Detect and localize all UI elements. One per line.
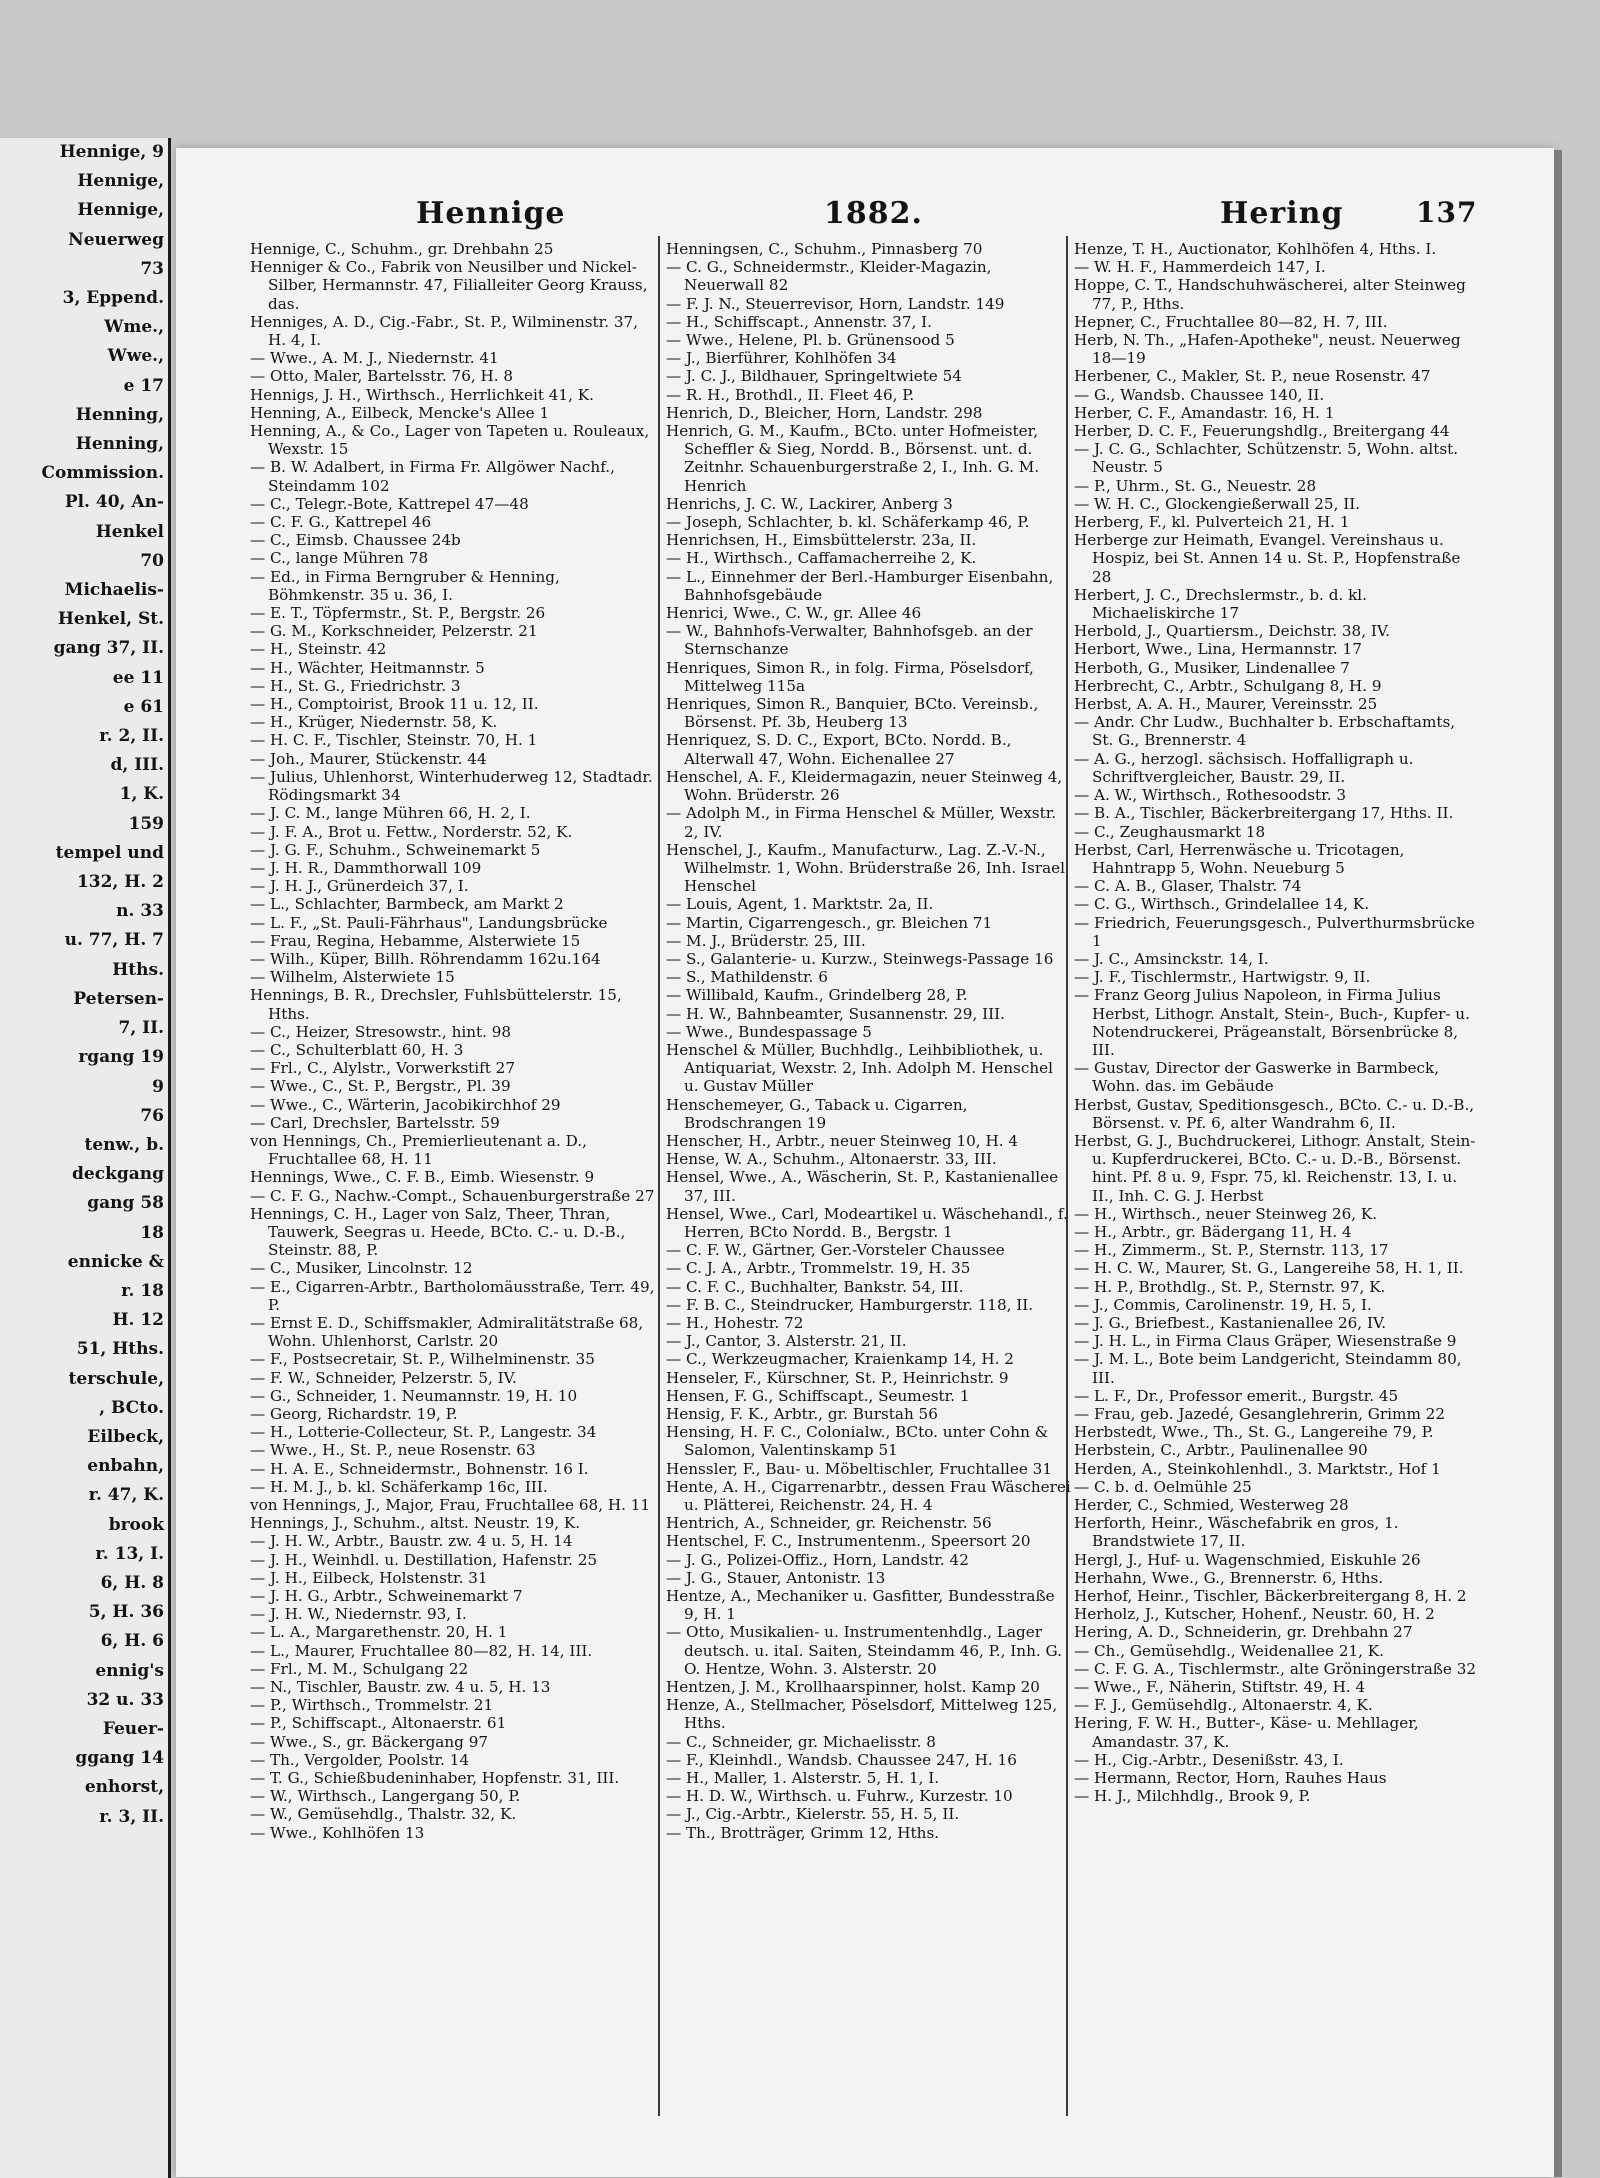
directory-entry: — H., Krüger, Niedernstr. 58, K. xyxy=(250,713,498,732)
prev-page-line: Michaelis- xyxy=(64,580,164,601)
directory-entry: — Wwe., S., gr. Bäckergang 97 xyxy=(250,1732,489,1751)
directory-entry: — Carl, Drechsler, Bartelsstr. 59 xyxy=(250,1113,500,1132)
prev-page-line: , BCto. xyxy=(99,1397,164,1418)
prev-page-line: Eilbeck, xyxy=(87,1426,164,1447)
directory-entry: Herbert, J. C., Drechslermstr., b. d. kl. Michaeliskirche 17 xyxy=(1074,585,1367,623)
directory-entry: Henscher, H., Arbtr., neuer Steinweg 10, H. 4 xyxy=(666,1131,1019,1150)
directory-entry: Henriques, Simon R., Banquier, BCto. Vereinsb., Börsenst. Pf. 3b, Heuberg 13 xyxy=(666,695,1039,732)
directory-entry: — Frau, geb. Jazedé, Gesanglehrerin, Grimm 22 xyxy=(1074,1405,1445,1423)
directory-entry: — B. A., Tischler, Bäckerbreitergang 17, Hths. II. xyxy=(1074,804,1454,823)
directory-entry: — H. W., Bahnbeamter, Susannenstr. 29, III. xyxy=(666,1004,1005,1023)
directory-entry: — C. A. B., Glaser, Thalstr. 74 xyxy=(1074,877,1302,896)
directory-entry: — J. M. L., Bote beim Landgericht, Steindamm 80, III. xyxy=(1074,1350,1462,1387)
directory-entry: — J. H. L., in Firma Claus Gräper, Wiesenstraße 9 xyxy=(1074,1332,1457,1351)
prev-page-line: Hths. xyxy=(112,959,164,980)
directory-entry: — H., Lotterie-Collecteur, St. P., Langestr. 34 xyxy=(250,1423,597,1442)
directory-entry: Henschemeyer, G., Taback u. Cigarren, Brodschrangen 19 xyxy=(666,1095,968,1132)
directory-entry: Herbstedt, Wwe., Th., St. G., Langereihe 79, P. xyxy=(1074,1423,1434,1442)
directory-entry: Henrich, G. M., Kaufm., BCto. unter Hofmeister, Scheffler & Sieg, Nordd. B., Börsenst. unt. d. Zeitnhr. Schauenburgerstraße 2, I., Inh. G. M. Henrich xyxy=(666,422,1040,495)
directory-entry: — H. C. W., Maurer, St. G., Langereihe 58, H. 1, II. xyxy=(1074,1259,1464,1278)
directory-entry: — Ch., Gemüsehdlg., Weidenallee 21, K. xyxy=(1074,1641,1384,1660)
directory-entry: — J., Commis, Carolinenstr. 19, H. 5, I. xyxy=(1074,1295,1372,1314)
directory-entry: — Th., Vergolder, Poolstr. 14 xyxy=(250,1750,470,1769)
directory-entry: — H. P., Brothdlg., St. P., Sternstr. 97, K. xyxy=(1074,1277,1386,1296)
directory-entry: Henschel, J., Kaufm., Manufacturw., Lag. Z.-V.-N., Wilhelmstr. 1, Wohn. Brüderstraße 26, Inh. Israel Henschel xyxy=(666,840,1065,896)
directory-entry: Herhof, Heinr., Tischler, Bäckerbreitergang 8, H. 2 xyxy=(1074,1587,1467,1606)
directory-entry: Herhahn, Wwe., G., Brennerstr. 6, Hths. xyxy=(1074,1568,1384,1587)
directory-entry: — P., Wirthsch., Trommelstr. 21 xyxy=(250,1696,494,1715)
prev-page-line: Commission. xyxy=(41,463,164,484)
prev-page-line: Henkel xyxy=(95,521,164,542)
directory-entry: — J. C., Amsinckstr. 14, I. xyxy=(1074,949,1269,968)
directory-entry: — C. G., Schneidermstr., Kleider-Magazin, Neuerwall 82 xyxy=(666,258,992,295)
directory-entry: — H., Comptoirist, Brook 11 u. 12, II. xyxy=(250,695,539,714)
directory-entry: Herholz, J., Kutscher, Hohenf., Neustr. 60, H. 2 xyxy=(1074,1605,1435,1624)
directory-entry: — H., Wirthsch., Caffamacherreihe 2, K. xyxy=(666,549,977,568)
directory-entry: — Willibald, Kaufm., Grindelberg 28, P. xyxy=(666,986,968,1005)
prev-page-line: n. 33 xyxy=(116,901,164,922)
directory-entry: — G., Wandsb. Chaussee 140, II. xyxy=(1074,385,1325,404)
directory-entry: — H., Zimmerm., St. P., Sternstr. 113, 17 xyxy=(1074,1241,1389,1260)
directory-entry: — H. M. J., b. kl. Schäferkamp 16c, III. xyxy=(250,1477,548,1496)
directory-entry: — C. F. W., Gärtner, Ger.-Vorsteler Chaussee xyxy=(666,1241,1005,1260)
directory-entry: — H. J., Milchhdlg., Brook 9, P. xyxy=(1074,1787,1311,1806)
directory-entry: — H. D. W., Wirthsch. u. Fuhrw., Kurzestr. 10 xyxy=(666,1787,1013,1806)
prev-page-line: 132, H. 2 xyxy=(76,872,164,893)
directory-entry: Hensel, Wwe., A., Wäscherin, St. P., Kastanienallee 37, III. xyxy=(666,1168,1059,1205)
directory-entry: Herbst, G. J., Buchdruckerei, Lithogr. Anstalt, Stein- u. Kupferdruckerei, BCto. C.- u. D.-B., Börsenst. hint. Pf. 8 u. 9, Fspr. 75, kl. Reichenstr. 13, I. u. II., Inh. C. G. J. Herbst xyxy=(1074,1131,1476,1205)
directory-entry: — C., Schneider, gr. Michaelisstr. 8 xyxy=(666,1732,936,1751)
page-edge-shadow xyxy=(1554,150,1562,2177)
directory-entry: — H., Arbtr., gr. Bädergang 11, H. 4 xyxy=(1074,1222,1352,1241)
directory-entry: — C. F. G., Nachw.-Compt., Schauenburgerstraße 27 xyxy=(250,1186,655,1205)
directory-entry: — Martin, Cigarrengesch., gr. Bleichen 71 xyxy=(666,913,993,932)
prev-page-line: 70 xyxy=(140,550,164,571)
directory-entry: — F. B. C., Steindrucker, Hamburgerstr. 118, II. xyxy=(666,1295,1034,1314)
directory-entry: — Gustav, Director der Gaswerke in Barmbeck, Wohn. das. im Gebäude xyxy=(1074,1059,1440,1096)
directory-entry: Hering, A. D., Schneiderin, gr. Drehbahn 27 xyxy=(1074,1623,1413,1642)
directory-entry: — L. A., Margarethenstr. 20, H. 1 xyxy=(250,1623,508,1642)
directory-entry: Hensig, F. K., Arbtr., gr. Burstah 56 xyxy=(666,1405,938,1423)
prev-page-line: gang 37, II. xyxy=(53,638,164,659)
prev-page-line: 18 xyxy=(140,1222,164,1243)
directory-entry: Henze, T. H., Auctionator, Kohlhöfen 4, Hths. I. xyxy=(1074,240,1437,258)
directory-entry: Hentze, A., Mechaniker u. Gasfitter, Bundesstraße 9, H. 1 xyxy=(666,1587,1055,1624)
prev-page-line: u. 77, H. 7 xyxy=(64,930,164,951)
prev-page-line: d, III. xyxy=(110,755,164,776)
prev-page-line: Hennige, 9 xyxy=(59,142,164,162)
directory-entry: — W., Bahnhofs-Verwalter, Bahnhofsgeb. an der Sternschanze xyxy=(666,622,1033,659)
directory-entry: — J. C. G., Schlachter, Schützenstr. 5, Wohn. altst. Neustr. 5 xyxy=(1074,440,1459,477)
directory-entry: — Friedrich, Feuerungsgesch., Pulverthurmsbrücke 1 xyxy=(1074,913,1475,950)
prev-page-line: Henning, xyxy=(75,404,164,425)
directory-entry: Herber, C. F., Amandastr. 16, H. 1 xyxy=(1074,403,1335,422)
directory-entry: Hensing, H. F. C., Colonialw., BCto. unter Cohn & Salomon, Valentinskamp 51 xyxy=(666,1423,1049,1460)
prev-page-line: brook xyxy=(108,1514,164,1535)
directory-entry: Hentrich, A., Schneider, gr. Reichenstr. 56 xyxy=(666,1514,992,1533)
directory-entry: Herbrecht, C., Arbtr., Schulgang 8, H. 9 xyxy=(1074,676,1382,695)
prev-page-line: 76 xyxy=(140,1105,164,1126)
page-header xyxy=(176,196,1554,246)
prev-page-line: r. 3, II. xyxy=(99,1806,164,1827)
prev-page-line: ennicke & xyxy=(67,1251,164,1272)
directory-entry: — H., Hohestr. 72 xyxy=(666,1313,804,1332)
prev-page-line: ennig's xyxy=(95,1660,164,1681)
directory-entry: — Frl., M. M., Schulgang 22 xyxy=(250,1659,469,1678)
directory-entry: Hennigs, J. H., Wirthsch., Herrlichkeit 41, K. xyxy=(250,385,594,404)
prev-page-line: Wwe., xyxy=(107,346,164,367)
prev-page-line: tenw., b. xyxy=(84,1134,164,1155)
directory-entry: — Wwe., F., Näherin, Stiftstr. 49, H. 4 xyxy=(1074,1678,1366,1697)
directory-entry: — G. M., Korkschneider, Pelzerstr. 21 xyxy=(250,622,538,641)
prev-page-line: 51, Hths. xyxy=(76,1339,164,1360)
prev-page-line: 32 u. 33 xyxy=(86,1689,164,1710)
directory-entry: — F. W., Schneider, Pelzerstr. 5, IV. xyxy=(250,1368,517,1387)
directory-entry: — J. H. W., Niedernstr. 93, I. xyxy=(250,1605,467,1624)
directory-entry: Henrici, Wwe., C. W., gr. Allee 46 xyxy=(666,604,922,623)
directory-entry: — J. H. G., Arbtr., Schweinemarkt 7 xyxy=(250,1587,523,1606)
directory-entry: — W. H. C., Glockengießerwall 25, II. xyxy=(1074,494,1361,513)
directory-entry: — W., Wirthsch., Langergang 50, P. xyxy=(250,1787,521,1806)
directory-entry: — H. A. E., Schneidermstr., Bohnenstr. 16 I. xyxy=(250,1459,589,1478)
directory-entry: — Joh., Maurer, Stückenstr. 44 xyxy=(250,749,487,768)
directory-entry: — J. H. J., Grünerdeich 37, I. xyxy=(250,877,469,896)
directory-entry: — E., Cigarren-Arbtr., Bartholomäusstraße, Terr. 49, P. xyxy=(250,1277,655,1314)
directory-entry: — L. F., Dr., Professor emerit., Burgstr. 45 xyxy=(1074,1386,1399,1405)
directory-entry: — Wwe., C., Wärterin, Jacobikirchhof 29 xyxy=(250,1095,561,1114)
directory-entry: — Wwe., Helene, Pl. b. Grünensood 5 xyxy=(666,331,955,350)
directory-entry: — J. C. J., Bildhauer, Springeltwiete 54 xyxy=(666,367,962,386)
directory-entry: Henning, A., & Co., Lager von Tapeten u. Rouleaux, Wexstr. 15 xyxy=(250,422,650,459)
directory-entry: Herforth, Heinr., Wäschefabrik en gros, 1. Brandstwiete 17, II. xyxy=(1074,1514,1399,1551)
directory-entry: — Otto, Maler, Bartelsstr. 76, H. 8 xyxy=(250,367,514,386)
directory-entry: — Louis, Agent, 1. Marktstr. 2a, II. xyxy=(666,895,934,914)
directory-entry: — Otto, Musikalien- u. Instrumentenhdlg., Lager deutsch. u. ital. Saiten, Steindamm 46, P., Inh. G. O. Hentze, Wohn. 3. Alsterstr. 20 xyxy=(666,1623,1062,1678)
previous-page-fragment xyxy=(0,138,171,2178)
prev-page-line: terschule, xyxy=(68,1368,164,1389)
directory-entry: — F., Kleinhdl., Wandsb. Chaussee 247, H. 16 xyxy=(666,1750,1017,1769)
directory-entry: — Frau, Regina, Hebamme, Alsterwiete 15 xyxy=(250,931,581,950)
directory-entry: Hensen, F. G., Schiffscapt., Seumestr. 1 xyxy=(666,1386,970,1405)
directory-entry: — M. J., Brüderstr. 25, III. xyxy=(666,931,866,950)
directory-entry: Hennige, C., Schuhm., gr. Drehbahn 25 xyxy=(250,240,554,258)
directory-entry: Hepner, C., Fruchtallee 80—82, H. 7, III. xyxy=(1074,312,1388,331)
prev-page-line: rgang 19 xyxy=(78,1047,164,1068)
directory-entry: — F. J., Gemüsehdlg., Altonaerstr. 4, K. xyxy=(1074,1696,1373,1715)
directory-entry: — Andr. Chr Ludw., Buchhalter b. Erbschaftamts, St. G., Brennerstr. 4 xyxy=(1074,713,1456,750)
page-number: 137 xyxy=(1416,196,1478,229)
prev-page-line: e 17 xyxy=(123,375,164,396)
directory-entry: — C., Zeughausmarkt 18 xyxy=(1074,822,1266,841)
directory-entry: — W. H. F., Hammerdeich 147, I. xyxy=(1074,258,1326,277)
column-middle xyxy=(666,240,1071,1842)
directory-entry: — J. G., Stauer, Antonistr. 13 xyxy=(666,1568,886,1587)
directory-entry: — C., Telegr.-Bote, Kattrepel 47—48 xyxy=(250,494,529,513)
directory-entry: — Frl., C., Alylstr., Vorwerkstift 27 xyxy=(250,1059,516,1078)
directory-entry: Hoppe, C. T., Handschuhwäscherei, alter Steinweg 77, P., Hths. xyxy=(1074,276,1466,313)
directory-entry: — H., Wächter, Heitmannstr. 5 xyxy=(250,658,485,677)
directory-entry: — Wwe., Kohlhöfen 13 xyxy=(250,1823,425,1842)
directory-entry: — C. F. G. A., Tischlermstr., alte Gröningerstraße 32 xyxy=(1074,1659,1477,1678)
directory-entry: Hennings, Wwe., C. F. B., Eimb. Wiesenstr. 9 xyxy=(250,1168,595,1187)
header-year: 1882. xyxy=(824,196,923,231)
directory-entry: — Franz Georg Julius Napoleon, in Firma Julius Herbst, Lithogr. Anstalt, Stein-, Buch-, Kupfer- u. Notendruckerei, Prägeanstalt, Börsenbrücke 8, III. xyxy=(1074,986,1470,1059)
prev-page-line: e 61 xyxy=(123,696,164,717)
column-left xyxy=(250,240,655,1842)
directory-entry: — J., Cig.-Arbtr., Kielerstr. 55, H. 5, II. xyxy=(666,1805,960,1824)
directory-entry: Henseler, F., Kürschner, St. P., Heinrichstr. 9 xyxy=(666,1368,1009,1387)
directory-entry: von Hennings, Ch., Premierlieutenant a. D., Fruchtallee 68, H. 11 xyxy=(250,1131,587,1169)
directory-entry: Herbst, Gustav, Speditionsgesch., BCto. C.- u. D.-B., Börsenst. v. Pf. 6, alter Wandrahm 6, II. xyxy=(1074,1095,1475,1132)
directory-entry: Henningsen, C., Schuhm., Pinnasberg 70 xyxy=(666,240,983,258)
directory-entry: — G., Schneider, 1. Neumannstr. 19, H. 10 xyxy=(250,1386,578,1405)
directory-entry: — Wwe., C., St. P., Bergstr., Pl. 39 xyxy=(250,1077,511,1096)
directory-entry: Hennings, B. R., Drechsler, Fuhlsbüttelerstr. 15, Hths. xyxy=(250,986,622,1023)
prev-page-line: ggang 14 xyxy=(75,1748,164,1769)
prev-page-line: 3, Eppend. xyxy=(62,288,164,309)
directory-entry: Herber, D. C. F., Feuerungshdlg., Breitergang 44 xyxy=(1074,422,1450,441)
prev-page-line: gang 58 xyxy=(87,1193,164,1214)
directory-entry: — J. G., Briefbest., Kastanienallee 26, IV. xyxy=(1074,1313,1387,1332)
prev-page-line: 5, H. 36 xyxy=(88,1602,164,1623)
directory-entry: — C., Werkzeugmacher, Kraienkamp 14, H. 2 xyxy=(666,1350,1014,1369)
directory-entry: — Wwe., Bundespassage 5 xyxy=(666,1022,872,1041)
prev-page-line: Henning, xyxy=(75,434,164,455)
directory-entry: — F. J. N., Steuerrevisor, Horn, Landstr. 149 xyxy=(666,294,1005,313)
directory-entry: — J. H. W., Arbtr., Baustr. zw. 4 u. 5, H. 14 xyxy=(250,1532,573,1551)
directory-entry: — Hermann, Rector, Horn, Rauhes Haus xyxy=(1074,1769,1387,1788)
directory-entry: Henze, A., Stellmacher, Pöselsdorf, Mittelweg 125, Hths. xyxy=(666,1696,1058,1733)
prev-page-line: deckgang xyxy=(72,1164,164,1185)
directory-entry: — S., Galanterie- u. Kurzw., Steinwegs-Passage 16 xyxy=(666,949,1054,968)
directory-entry: Hering, F. W. H., Butter-, Käse- u. Mehllager, Amandastr. 37, K. xyxy=(1074,1714,1419,1751)
directory-entry: — J. F., Tischlermstr., Hartwigstr. 9, II. xyxy=(1074,968,1371,987)
directory-entry: — H., Schiffscapt., Annenstr. 37, I. xyxy=(666,312,932,331)
directory-entry: — C., lange Mühren 78 xyxy=(250,549,429,568)
directory-entry: Hensel, Wwe., Carl, Modeartikel u. Wäschehandl., f. Herren, BCto Nordd. B., Bergstr. 1 xyxy=(666,1204,1068,1241)
prev-page-line: 73 xyxy=(140,258,164,279)
prev-page-line: Petersen- xyxy=(73,988,164,1009)
directory-entry: — Th., Brotträger, Grimm 12, Hths. xyxy=(666,1823,940,1842)
prev-page-line: 7, II. xyxy=(118,1018,164,1039)
directory-entry: Herder, C., Schmied, Westerweg 28 xyxy=(1074,1496,1349,1515)
directory-entry: Henniger & Co., Fabrik von Neusilber und Nickel-Silber, Hermannstr. 47, Filialleiter Georg Krauss, das. xyxy=(250,258,648,313)
directory-entry: Henrichs, J. C. W., Lackirer, Anberg 3 xyxy=(666,494,953,513)
directory-entry: Hennings, C. H., Lager von Salz, Theer, Thran, Tauwerk, Seegras u. Heede, BCto. C.- u. D.-B., Steinstr. 88, P. xyxy=(250,1204,626,1260)
directory-entry: — W., Gemüsehdlg., Thalstr. 32, K. xyxy=(250,1805,517,1824)
directory-entry: Herbst, A. A. H., Maurer, Vereinsstr. 25 xyxy=(1074,695,1378,714)
directory-entry: Henniges, A. D., Cig.-Fabr., St. P., Wilminenstr. 37, H. 4, I. xyxy=(250,312,639,350)
directory-entry: — L., Einnehmer der Berl.-Hamburger Eisenbahn, Bahnhofsgebäude xyxy=(666,567,1054,604)
directory-entry: — Wilhelm, Alsterwiete 15 xyxy=(250,968,455,987)
prev-page-line: 159 xyxy=(128,813,164,834)
directory-entry: — L. F., „St. Pauli-Fährhaus", Landungsbrücke xyxy=(250,913,608,932)
directory-entry: — J. C. M., lange Mühren 66, H. 2, I. xyxy=(250,804,531,823)
directory-entry: — J. G., Polizei-Offiz., Horn, Landstr. 42 xyxy=(666,1550,969,1569)
directory-entry: — J. H. R., Dammthorwall 109 xyxy=(250,858,482,877)
directory-entry: Henschel, A. F., Kleidermagazin, neuer Steinweg 4, Wohn. Brüderstr. 26 xyxy=(666,767,1063,805)
directory-entry: — J. F. A., Brot u. Fettw., Norderstr. 52, K. xyxy=(250,822,573,841)
directory-entry: — Wilh., Küper, Billh. Röhrendamm 162u.164 xyxy=(250,949,601,968)
header-right-keyword: Hering xyxy=(1220,196,1344,231)
prev-page-line: enbahn, xyxy=(87,1456,164,1477)
prev-page-line: 6, H. 6 xyxy=(100,1631,164,1652)
prev-page-line: Pl. 40, An- xyxy=(64,492,164,513)
prev-page-line: r. 47, K. xyxy=(88,1485,164,1506)
directory-entry: — C., Heizer, Stresowstr., hint. 98 xyxy=(250,1022,512,1041)
directory-entry: — J., Bierführer, Kohlhöfen 34 xyxy=(666,349,897,368)
prev-page-line: tempel und xyxy=(55,842,164,863)
directory-entry: — F., Postsecretair, St. P., Wilhelminenstr. 35 xyxy=(250,1350,595,1369)
prev-page-line: r. 18 xyxy=(121,1280,164,1301)
prev-page-line: 1, K. xyxy=(119,784,164,805)
directory-entry: Herbstein, C., Arbtr., Paulinenallee 90 xyxy=(1074,1441,1368,1460)
directory-entry: — C. G., Wirthsch., Grindelallee 14, K. xyxy=(1074,895,1370,914)
directory-entry: — H., Cig.-Arbtr., Desenißstr. 43, I. xyxy=(1074,1750,1344,1769)
prev-page-line: Neuerweg xyxy=(68,229,164,250)
prev-page-line: Feuer- xyxy=(102,1718,164,1739)
prev-page-line: Hennige, xyxy=(77,200,164,221)
directory-entry: — L., Maurer, Fruchtallee 80—82, H. 14, III. xyxy=(250,1641,593,1660)
header-left-keyword: Hennige xyxy=(416,196,566,231)
directory-entry: Herbst, Carl, Herrenwäsche u. Tricotagen, Hahntrapp 5, Wohn. Neueburg 5 xyxy=(1074,840,1405,877)
directory-entry: Henning, A., Eilbeck, Mencke's Allee 1 xyxy=(250,403,550,422)
prev-page-line: enhorst, xyxy=(84,1777,164,1798)
directory-entry: — Julius, Uhlenhorst, Winterhuderweg 12, Stadtadr. Rödingsmarkt 34 xyxy=(250,767,653,805)
directory-entry: — Joseph, Schlachter, b. kl. Schäferkamp 46, P. xyxy=(666,513,1030,532)
directory-entry: — N., Tischler, Baustr. zw. 4 u. 5, H. 13 xyxy=(250,1678,551,1697)
directory-entry: — J. H., Eilbeck, Holstenstr. 31 xyxy=(250,1568,488,1587)
directory-entry: — Georg, Richardstr. 19, P. xyxy=(250,1405,458,1423)
directory-entry: — A. G., herzogl. sächsisch. Hoffalligraph u. Schriftvergleicher, Baustr. 29, II. xyxy=(1074,749,1414,786)
directory-entry: Herden, A., Steinkohlenhdl., 3. Marktstr., Hof 1 xyxy=(1074,1459,1441,1478)
directory-entry: Herberge zur Heimath, Evangel. Vereinshaus u. Hospiz, bei St. Annen 14 u. St. P., Hopfenstraße 28 xyxy=(1074,531,1461,586)
directory-entry: — S., Mathildenstr. 6 xyxy=(666,968,828,987)
directory-entry: — C. F. C., Buchhalter, Bankstr. 54, III. xyxy=(666,1277,964,1296)
directory-entry: — C. J. A., Arbtr., Trommelstr. 19, H. 35 xyxy=(666,1259,971,1278)
directory-entry: — P., Uhrm., St. G., Neuestr. 28 xyxy=(1074,476,1317,495)
directory-entry: — R. H., Brothdl., II. Fleet 46, P. xyxy=(666,385,915,404)
directory-entry: Hennings, J., Schuhm., altst. Neustr. 19, K. xyxy=(250,1514,581,1533)
directory-entry: — H. C. F., Tischler, Steinstr. 70, H. 1 xyxy=(250,731,538,750)
column-rule xyxy=(658,236,660,2116)
directory-entry: Hente, A. H., Cigarrenarbtr., dessen Frau Wäscherei u. Plätterei, Reichenstr. 24, H. 4 xyxy=(666,1477,1071,1515)
directory-entry: Herboth, G., Musiker, Lindenallee 7 xyxy=(1074,658,1350,677)
directory-entry: — B. W. Adalbert, in Firma Fr. Allgöwer Nachf., Steindamm 102 xyxy=(250,458,615,495)
directory-entry: — H., St. G., Friedrichstr. 3 xyxy=(250,676,461,695)
directory-entry: Henriques, Simon R., in folg. Firma, Pöselsdorf, Mittelweg 115a xyxy=(666,658,1034,695)
directory-entry: — Ernst E. D., Schiffsmakler, Admiralitätstraße 68, Wohn. Uhlenhorst, Carlstr. 20 xyxy=(250,1313,644,1351)
directory-entry: — C., Eimsb. Chaussee 24b xyxy=(250,531,461,550)
directory-entry: — C., Schulterblatt 60, H. 3 xyxy=(250,1040,464,1059)
prev-page-line: Wme., xyxy=(104,317,164,338)
prev-page-line: 6, H. 8 xyxy=(100,1572,164,1593)
directory-entry: Hentschel, F. C., Instrumentenm., Speersort 20 xyxy=(666,1532,1031,1551)
directory-entry: — J. G. F., Schuhm., Schweinemarkt 5 xyxy=(250,840,541,859)
directory-entry: Herbort, Wwe., Lina, Hermannstr. 17 xyxy=(1074,640,1362,659)
directory-entry: — C. b. d. Oelmühle 25 xyxy=(1074,1477,1252,1496)
prev-page-line: H. 12 xyxy=(112,1310,164,1331)
directory-entry: Herbener, C., Makler, St. P., neue Rosenstr. 47 xyxy=(1074,367,1431,386)
directory-entry: — J. H., Weinhdl. u. Destillation, Hafenstr. 25 xyxy=(250,1550,598,1569)
directory-entry: — Wwe., H., St. P., neue Rosenstr. 63 xyxy=(250,1441,536,1460)
prev-page-line: Hennige, xyxy=(77,171,164,192)
directory-entry: — Wwe., A. M. J., Niedernstr. 41 xyxy=(250,349,499,368)
prev-page-line: ee 11 xyxy=(112,667,164,688)
directory-entry: — L., Schlachter, Barmbeck, am Markt 2 xyxy=(250,895,564,914)
directory-entry: Herb, N. Th., „Hafen-Apotheke", neust. Neuerweg 18—19 xyxy=(1074,331,1461,368)
directory-entry: Henschel & Müller, Buchhdlg., Leihbibliothek, u. Antiquariat, Wexstr. 2, Inh. Adolph M. Henschel u. Gustav Müller xyxy=(666,1040,1053,1096)
directory-entry: — E. T., Töpfermstr., St. P., Bergstr. 26 xyxy=(250,604,546,623)
directory-entry: Herbold, J., Quartiersm., Deichstr. 38, IV. xyxy=(1074,622,1390,641)
prev-page-line: r. 13, I. xyxy=(95,1543,164,1564)
directory-entry: — Adolph M., in Firma Henschel & Müller, Wexstr. 2, IV. xyxy=(666,804,1057,841)
directory-entry: — H., Steinstr. 42 xyxy=(250,640,387,659)
prev-page-line: r. 2, II. xyxy=(99,726,164,747)
directory-entry: — T. G., Schießbudeninhaber, Hopfenstr. 31, III. xyxy=(250,1769,620,1788)
directory-entry: Hergl, J., Huf- u. Wagenschmied, Eiskuhle 26 xyxy=(1074,1550,1421,1569)
directory-entry: Hentzen, J. M., Krollhaarspinner, holst. Kamp 20 xyxy=(666,1678,1040,1697)
directory-entry: Hense, W. A., Schuhm., Altonaerstr. 33, III. xyxy=(666,1150,997,1169)
directory-entry: — P., Schiffscapt., Altonaerstr. 61 xyxy=(250,1714,507,1733)
directory-entry: Henriquez, S. D. C., Export, BCto. Nordd. B., Alterwall 47, Wohn. Eichenallee 27 xyxy=(666,731,1012,768)
directory-entry: — J., Cantor, 3. Alsterstr. 21, II. xyxy=(666,1332,907,1351)
directory-entry: — C. F. G., Kattrepel 46 xyxy=(250,513,432,532)
prev-page-line: Henkel, St. xyxy=(57,609,164,630)
directory-entry: Henrich, D., Bleicher, Horn, Landstr. 298 xyxy=(666,403,983,422)
column-right xyxy=(1074,240,1479,1805)
directory-entry: von Hennings, J., Major, Frau, Fruchtallee 68, H. 11 xyxy=(250,1496,651,1515)
directory-entry: — A. W., Wirthsch., Rothesoodstr. 3 xyxy=(1074,786,1347,805)
directory-entry: — Ed., in Firma Berngruber & Henning, Böhmkenstr. 35 u. 36, I. xyxy=(250,567,560,604)
directory-entry: — H., Maller, 1. Alsterstr. 5, H. 1, I. xyxy=(666,1769,940,1788)
directory-entry: — H., Wirthsch., neuer Steinweg 26, K. xyxy=(1074,1204,1378,1223)
prev-page-line: 9 xyxy=(152,1076,164,1097)
directory-entry: — C., Musiker, Lincolnstr. 12 xyxy=(250,1259,473,1278)
directory-page xyxy=(176,148,1554,2177)
directory-entry: Henrichsen, H., Eimsbüttelerstr. 23a, II. xyxy=(666,531,977,550)
directory-entry: Herberg, F., kl. Pulverteich 21, H. 1 xyxy=(1074,513,1350,532)
directory-entry: Henssler, F., Bau- u. Möbeltischler, Fruchtallee 31 xyxy=(666,1459,1053,1478)
